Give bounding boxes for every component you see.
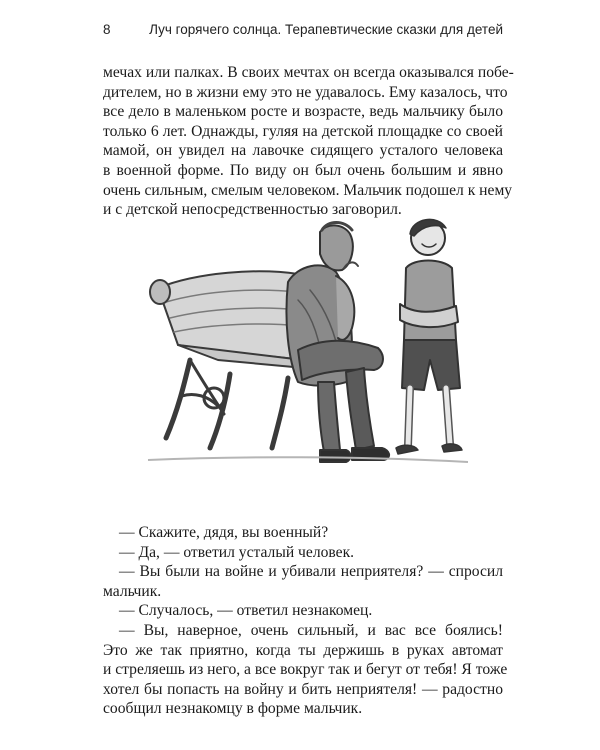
boy-drawing	[396, 219, 462, 454]
dialogue-line: мальчик.	[103, 582, 162, 600]
dialogue-line: — Скажите, дядя, вы военный?	[119, 524, 329, 541]
illustration-soldier-and-boy	[138, 210, 478, 490]
dialogue-block	[103, 523, 508, 719]
text-line: и с детской непосредственностью заговорил.	[103, 201, 402, 219]
dialogue-line: — Случалось, — ответил незнакомец.	[119, 602, 373, 620]
book-title: Луч горячего солнца. Терапевтические сказки для детей	[149, 22, 503, 37]
text-line: мечах или палках. В своих мечтах он всегда оказывался побе-	[103, 64, 514, 81]
text-line: только 6 лет. Однажды, гуляя на детской площадке со своей	[103, 122, 503, 140]
page-number: 8	[103, 22, 111, 37]
text-line: мамой, он увидел на лавочке сидящего усталого человека	[103, 142, 503, 160]
text-line: в военной форме. По виду он был очень большим и явно	[103, 161, 503, 179]
text-line: все дело в маленьком росте и возрасте, ведь мальчику было	[103, 103, 503, 121]
dialogue-line: и стреляешь из него, а все вокруг так и бегут от тебя! Я тоже	[103, 661, 508, 679]
dialogue-line: — Вы, наверное, очень сильный, и вас все боялись!	[119, 621, 503, 639]
text-line: очень сильным, смелым человеком. Мальчик подошел к нему	[103, 181, 513, 199]
dialogue-line: — Вы были на войне и убивали неприятеля? — спросил	[119, 563, 503, 581]
soldier-drawing	[286, 223, 389, 463]
dialogue-line: хотел бы попасть на войну и бить неприятеля! — радостно	[103, 680, 503, 698]
running-head	[103, 22, 503, 42]
dialogue-line: Это же так приятно, когда ты держишь в руках автомат	[103, 641, 503, 659]
ground-shading	[148, 457, 468, 462]
text-line: дителем, но в жизни ему это не удавалось. Ему казалось, что	[103, 83, 508, 101]
story-paragraph	[103, 63, 514, 220]
dialogue-line: сообщил незнакомцу в форме мальчик.	[103, 700, 363, 718]
dialogue-line: — Да, — ответил усталый человек.	[119, 543, 355, 561]
